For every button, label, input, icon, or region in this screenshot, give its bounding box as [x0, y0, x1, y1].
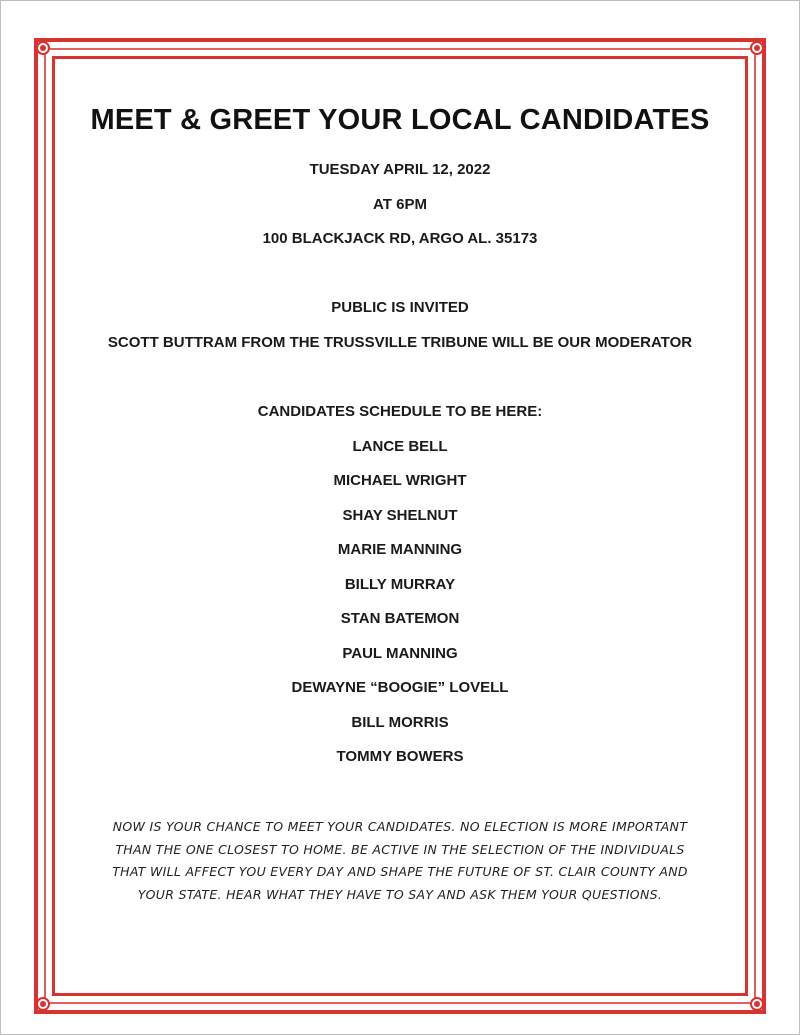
- candidate-name: DEWAYNE “BOOGIE” LOVELL: [291, 679, 509, 696]
- candidate-name: LANCE BELL: [352, 438, 448, 455]
- event-date: TUESDAY APRIL 12, 2022: [309, 161, 491, 178]
- candidate-name: TOMMY BOWERS: [336, 748, 464, 765]
- event-time: AT 6PM: [373, 196, 427, 213]
- candidate-name: BILLY MURRAY: [344, 576, 456, 593]
- candidates-heading: CANDIDATES SCHEDULE TO BE HERE:: [257, 403, 543, 420]
- candidate-name: SHAY SHELNUT: [342, 507, 458, 524]
- corner-circle-icon: [36, 41, 50, 55]
- candidate-name: PAUL MANNING: [342, 645, 458, 662]
- flyer-title: MEET & GREET YOUR LOCAL CANDIDATES: [90, 104, 710, 136]
- candidate-name: MICHAEL WRIGHT: [333, 472, 467, 489]
- event-address: 100 BLACKJACK RD, ARGO AL. 35173: [262, 230, 538, 247]
- corner-circle-icon: [750, 41, 764, 55]
- candidate-name: MARIE MANNING: [337, 541, 463, 558]
- corner-circle-icon: [36, 997, 50, 1011]
- corner-circle-icon: [750, 997, 764, 1011]
- public-notice: PUBLIC IS INVITED: [331, 299, 469, 316]
- closing-message: NOW IS YOUR CHANCE TO MEET YOUR CANDIDATES. NO ELECTION IS MORE IMPORTANT THAN THE ONE CLOSEST TO HOME. BE ACTIVE IN THE SELECTION OF THE INDIVIDUALS THAT WILL AFFECT YOU EVERY DAY AND SHAPE THE FUTURE OF ST. CLAIR COUNTY AND YOUR STATE. HEAR WHAT THEY HAVE TO SAY AND ASK THEM YOUR QUESTIONS.: [112, 819, 688, 902]
- candidate-name: STAN BATEMON: [340, 610, 460, 627]
- moderator-notice: SCOTT BUTTRAM FROM THE TRUSSVILLE TRIBUNE WILL BE OUR MODERATOR: [107, 334, 693, 351]
- candidate-name: BILL MORRIS: [351, 714, 449, 731]
